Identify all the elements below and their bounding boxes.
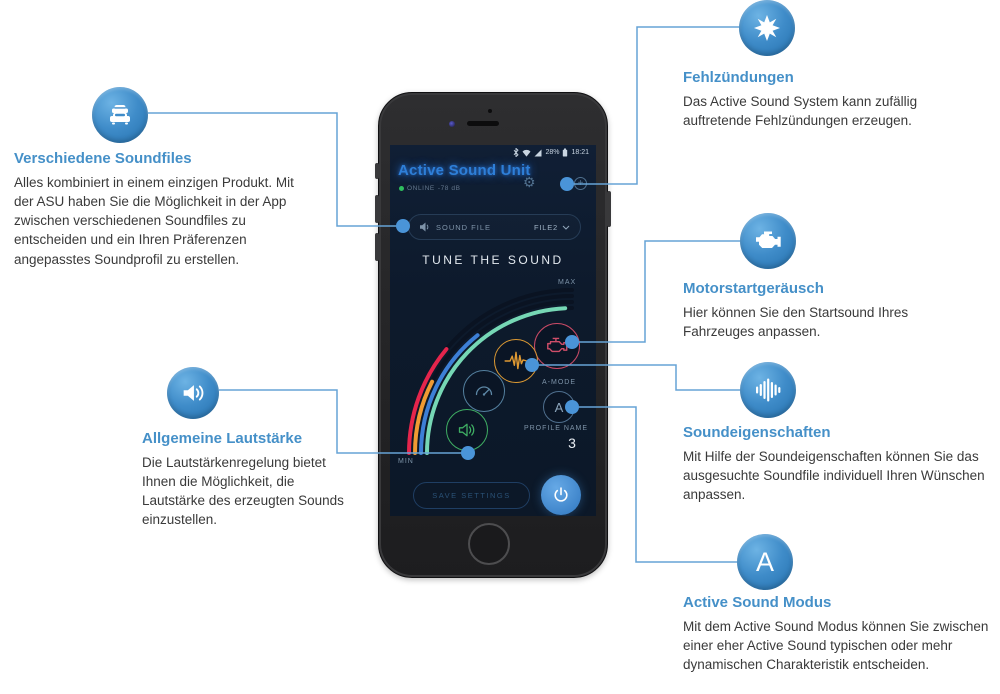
callout-title: Verschiedene Soundfiles <box>14 150 192 167</box>
callout-asmodus <box>683 594 993 674</box>
letter-a-icon <box>737 534 793 590</box>
callout-title: Motorstartgeräusch <box>683 280 824 297</box>
phone-screen <box>390 145 596 516</box>
equalizer-icon <box>740 362 796 418</box>
volume-up-button <box>375 195 379 223</box>
settings-gear-icon[interactable]: ⚙ <box>523 174 536 190</box>
a-mode-value: A <box>554 399 564 415</box>
speedometer-button[interactable] <box>463 370 505 412</box>
engine-icon <box>740 213 796 269</box>
online-label: ONLINE <box>407 185 435 192</box>
letter-a-glyph: A <box>755 546 774 577</box>
callout-lautstaerke <box>142 430 357 530</box>
earpiece-speaker <box>467 121 499 126</box>
proximity-sensor <box>488 109 492 113</box>
front-camera <box>449 121 455 127</box>
callout-title: Fehlzündungen <box>683 69 794 86</box>
min-label: MIN <box>398 458 414 465</box>
callout-body: Die Lautstärkenregelung bietet Ihnen die Möglichkeit, die Lautstärke des erzeugten Sounds einzustellen. <box>142 455 344 528</box>
max-label: MAX <box>558 279 577 286</box>
a-mode-label: A-MODE <box>542 379 576 386</box>
engine-start-button[interactable] <box>534 323 580 369</box>
callout-body: Alles kombiniert in einem einzigen Produkt. Mit der ASU haben Sie die Möglichkeit in der App zwischen verschiedenen Soundfiles zu entscheiden und ein Ihren Präferenzen angepasstes Soundprofil zu erstellen. <box>14 175 294 267</box>
speaker-icon <box>167 367 219 419</box>
callout-body: Das Active Sound System kann zufällig auftretende Fehlzündungen erzeugen. <box>683 94 918 129</box>
battery-percent: 28% <box>545 149 560 156</box>
callout-title: Soundeigenschaften <box>683 424 831 441</box>
sound-wave-button[interactable] <box>494 339 538 383</box>
power-button[interactable] <box>541 475 581 515</box>
callout-motorstart <box>683 280 923 341</box>
home-button <box>468 523 510 565</box>
power-icon <box>551 485 571 505</box>
smartphone <box>378 92 608 578</box>
power-side-button <box>607 191 611 227</box>
mute-switch <box>375 163 379 179</box>
a-mode-button[interactable] <box>543 391 575 423</box>
backfire-burst-icon <box>739 0 795 56</box>
save-settings-button[interactable]: SAVE SETTINGS <box>413 482 530 509</box>
callout-title: Allgemeine Lautstärke <box>142 430 303 447</box>
app-title: Active Sound Unit <box>398 162 531 179</box>
callout-fehlzuendungen <box>683 69 973 130</box>
volume-down-button <box>375 233 379 261</box>
profile-name-value[interactable]: 3 <box>568 435 576 451</box>
callout-body: Mit Hilfe der Soundeigenschaften können Sie das ausgesuchte Soundfile individuell Ihren Wünschen anpassen. <box>683 449 985 503</box>
callout-soundeigenschaften <box>683 424 993 504</box>
sound-file-label: SOUND FILE <box>436 222 492 232</box>
add-circle-icon[interactable]: + <box>574 177 587 190</box>
profile-name-label: PROFILE NAME <box>523 425 589 432</box>
sound-file-value: FILE2 <box>533 222 558 232</box>
callout-body: Mit dem Active Sound Modus können Sie zwischen einer eher Active Sound typischen oder mehr dynamischen Charakteristik entscheiden. <box>683 619 989 673</box>
db-level: -78 dB <box>437 185 461 192</box>
callout-body: Hier können Sie den Startsound Ihres Fahrzeuges anpassen. <box>683 305 909 340</box>
callout-title: Active Sound Modus <box>683 594 832 611</box>
volume-button[interactable] <box>446 409 488 451</box>
cars-icon <box>92 87 148 143</box>
tune-the-sound-heading: TUNE THE SOUND <box>422 253 564 267</box>
callout-soundfiles <box>14 150 304 269</box>
clock: 18:21 <box>571 149 589 156</box>
